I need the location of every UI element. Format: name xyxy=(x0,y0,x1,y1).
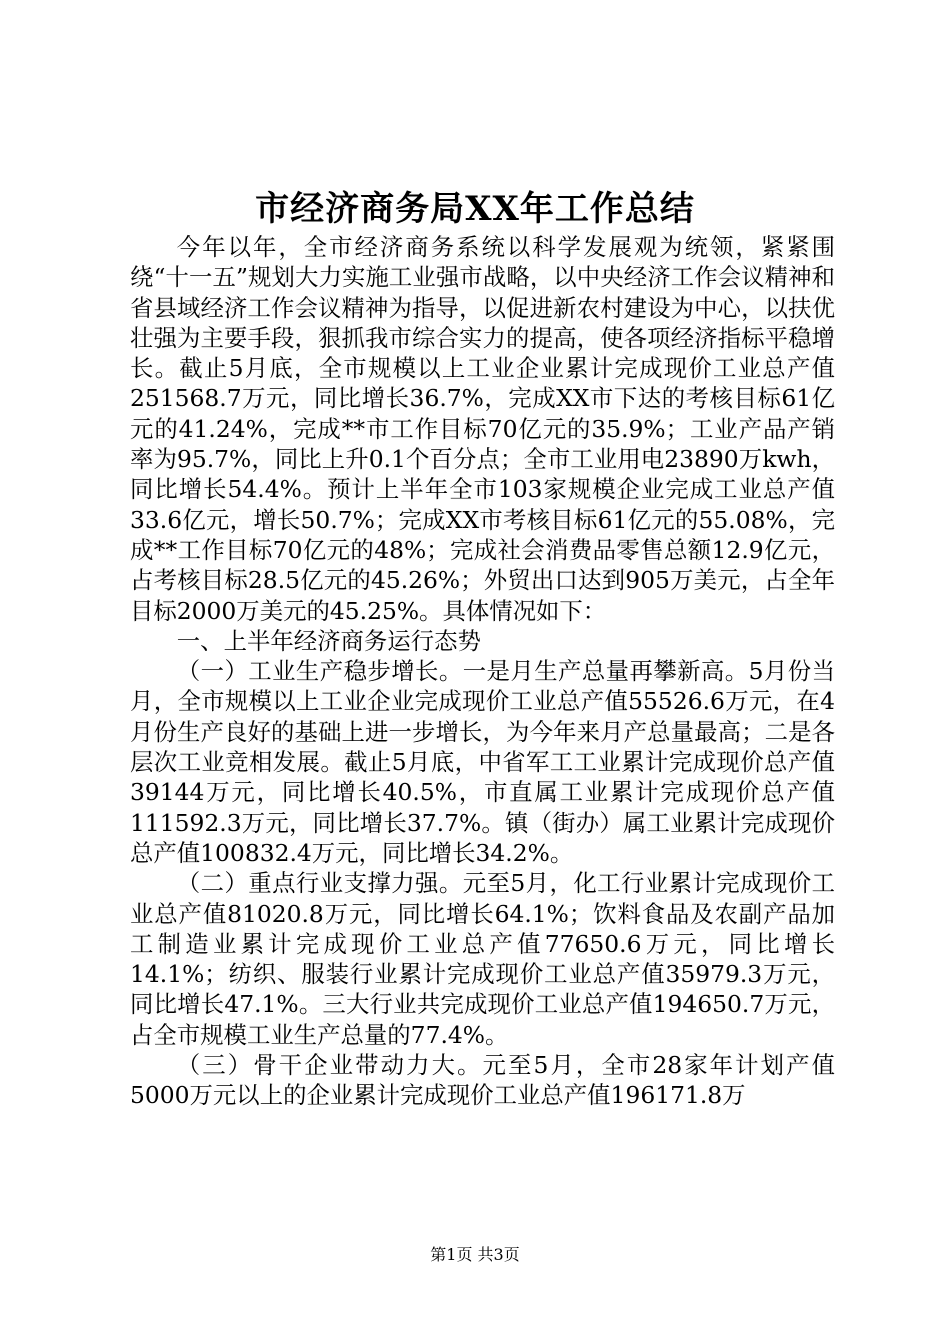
document-title: 市经济商务局XX年工作总结 xyxy=(255,189,695,229)
page-footer: 第1页 共3页 xyxy=(430,1245,520,1264)
paragraph-key-industries: （二）重点行业支撑力强。元至5月，化工行业累计完成现价工业总产值81020.8万元，同比增长64.1%；饮料食品及农副产品加工制造业累计完成现价工业总产值77650.6万元，同比增长14.1%；纺织、服装行业累计完成现价工业总产值35979.3万元，同比增长47.1%。三大行业共完成现价工业总产值194650.7万元，占全市规模工业生产总量的77.4%。 xyxy=(130,869,835,1049)
paragraph-backbone-enterprises: （三）骨干企业带动力大。元至5月，全市28家年计划产值5000万元以上的企业累计完成现价工业总产值196171.8万 xyxy=(130,1051,835,1110)
document-body xyxy=(130,232,835,1111)
intro-paragraph: 今年以年，全市经济商务系统以科学发展观为统领，紧紧围绕“十一五”规划大力实施工业强市战略，以中央经济工作会议精神和省县域经济工作会议精神为指导，以促进新农村建设为中心，以扶优壮强为主要手段，狠抓我市综合实力的提高，使各项经济指标平稳增长。截止5月底，全市规模以上工业企业累计完成现价工业总产值251568.7万元，同比增长36.7%，完成XX市下达的考核目标61亿元的41.24%，完成**市工作目标70亿元的35.9%；工业产品产销率为95.7%，同比上升0.1个百分点；全市工业用电23890万kwh，同比增长54.4%。预计上半年全市103家规模企业完成工业总产值33.6亿元，增长50.7%；完成XX市考核目标61亿元的55.08%，完成**工作目标70亿元的48%；完成社会消费品零售总额12.9亿元，占考核目标28.5亿元的45.26%；外贸出口达到905万美元，占全年目标2000万美元的45.25%。具体情况如下： xyxy=(130,233,835,625)
section-heading: 一、上半年经济商务运行态势 xyxy=(176,626,481,655)
paragraph-industrial-production: （一）工业生产稳步增长。一是月生产总量再攀新高。5月份当月，全市规模以上工业企业完成现价工业总产值55526.6万元，在4月份生产良好的基础上进一步增长，为今年来月产总量最高；二是各层次工业竞相发展。截止5月底，中省军工工业累计完成现价总产值39144万元，同比增长40.5%，市直属工业累计完成现价总产值111592.3万元，同比增长37.7%。镇（街办）属工业累计完成现价总产值100832.4万元，同比增长34.2%。 xyxy=(130,657,835,867)
